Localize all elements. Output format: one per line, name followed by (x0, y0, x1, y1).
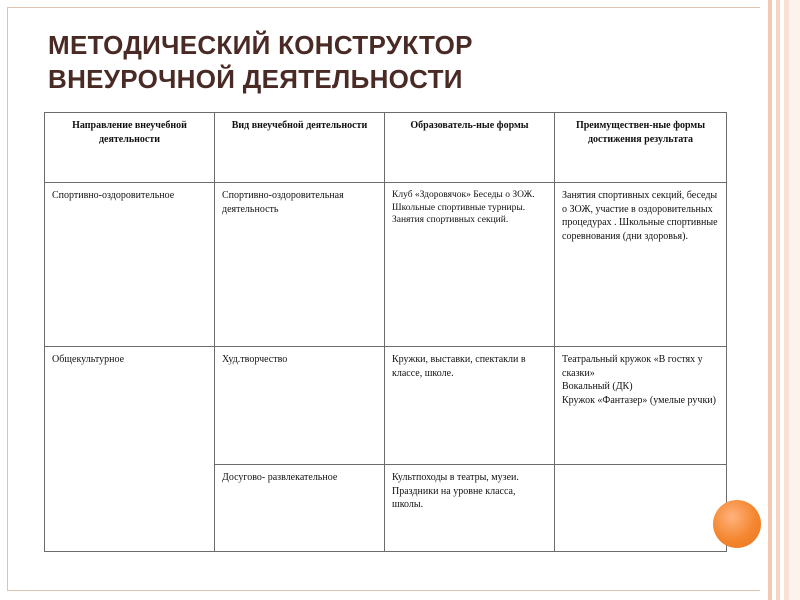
cell-kind: Досугово- развлекательное (215, 465, 385, 552)
cell-results (555, 465, 727, 552)
cell-forms: Культпоходы в театры, музеи. Праздники на уровне класса, школы. (385, 465, 555, 552)
cell-results: Занятия спортивных секций, беседы о ЗОЖ, участие в оздоровительных процедурах . Школьные спортивные соревнования (дни здоровья). (555, 183, 727, 347)
title-line-1: МЕТОДИЧЕСКИЙ КОНСТРУКТОР (48, 30, 473, 60)
cell-direction: Общекультурное (45, 347, 215, 552)
header-forms: Образователь-ные формы (385, 113, 555, 183)
cell-forms: Клуб «Здоровячок» Беседы о ЗОЖ. Школьные спортивные турниры. Занятия спортивных секций. (385, 183, 555, 347)
cell-direction: Спортивно-оздоровительное (45, 183, 215, 347)
header-results: Преимуществен-ные формы достижения результата (555, 113, 727, 183)
table-row (45, 183, 727, 347)
result-line: Вокальный (ДК) (562, 381, 633, 392)
header-kind: Вид внеучебной деятельности (215, 113, 385, 183)
cell-kind: Худ.творчество (215, 347, 385, 465)
methodical-table (44, 112, 727, 552)
cell-forms: Кружки, выставки, спектакли в классе, школе. (385, 347, 555, 465)
result-line: Кружок «Фантазер» (умелые ручки) (562, 394, 716, 406)
result-line: Театральный кружок «В гостях у сказки» (562, 354, 703, 379)
cell-kind: Спортивно-оздоровительная деятельность (215, 183, 385, 347)
slide-title (48, 28, 688, 96)
cell-results (555, 347, 727, 465)
decorative-stripes (760, 0, 800, 600)
header-direction: Направление внеучебной деятельности (45, 113, 215, 183)
table-row (45, 347, 727, 465)
decorative-orange-circle (713, 500, 761, 548)
table-header-row (45, 113, 727, 183)
title-line-2: ВНЕУРОЧНОЙ ДЕЯТЕЛЬНОСТИ (48, 64, 463, 94)
